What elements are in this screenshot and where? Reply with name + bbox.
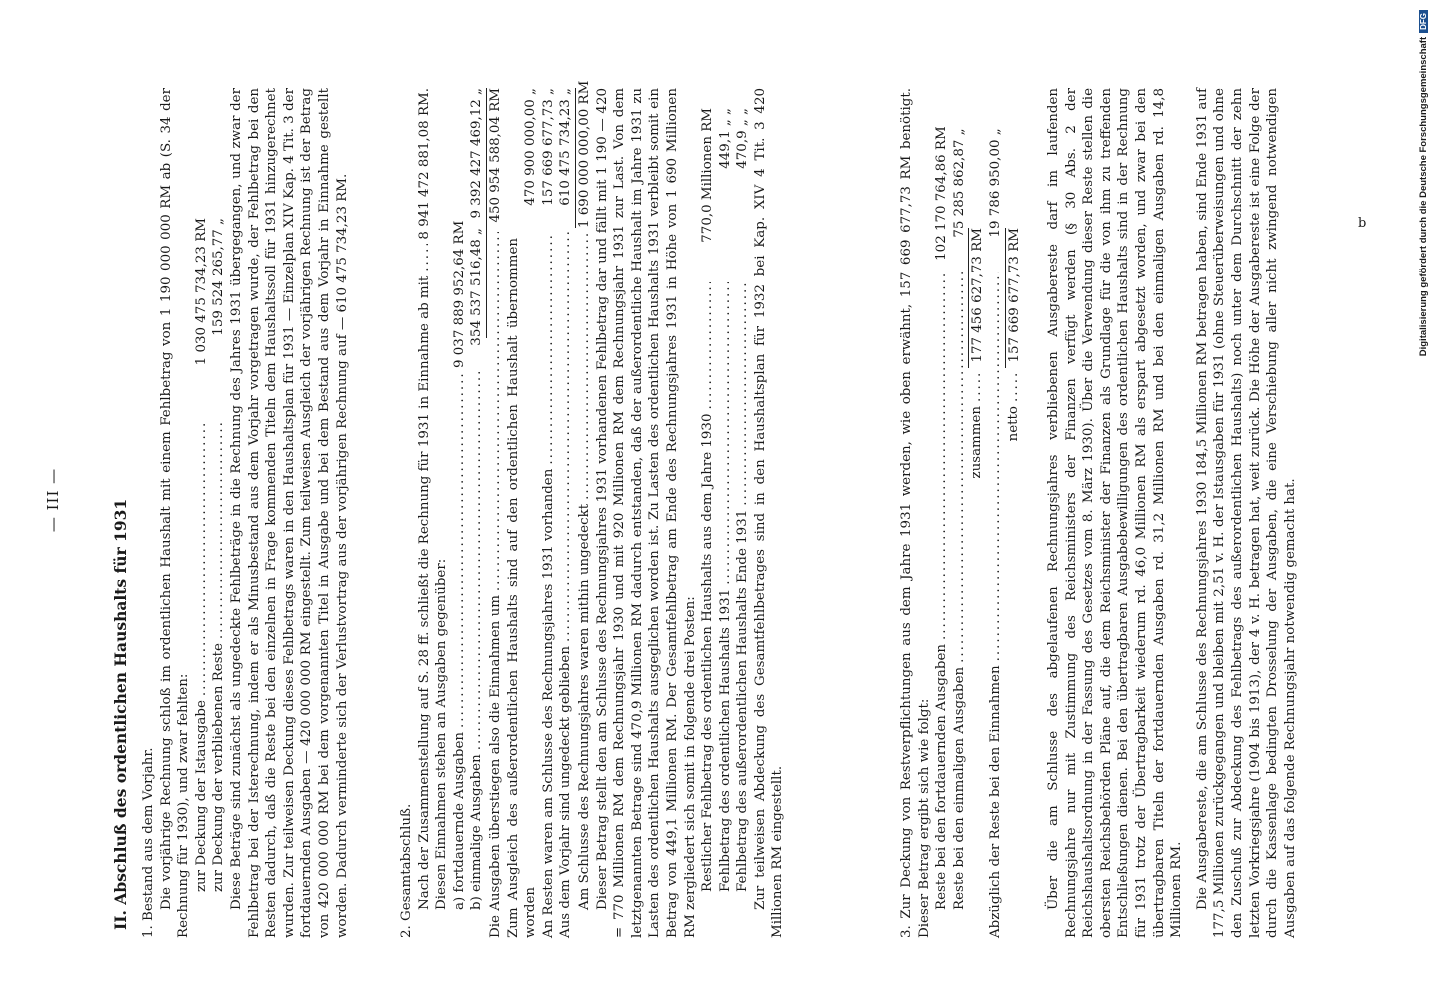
s2-intro-row: Nach der Zusammenstellung auf S. 28 ff. schließt die Rechnung für 1931 in Einnahme ab mit ..... 8 941 472 881,08 RM. [416, 88, 434, 938]
page-number: — III — [44, 467, 62, 533]
section-3 [898, 88, 1023, 938]
s3-row-abzueglich: Abzüglich der Reste bei den Einnahmen ..... 19 786 950,00 „ [987, 88, 1005, 938]
section-1-paragraph: Diese Beträge sind zunächst als ungedeckte Fehlbeträge in die Rechnung des Jahres 1931 übergegangen, und zwar der Fehlbetrag bei der Isterechnung, indem er als Minusbestand aus dem Vorjahr vorgetragen wurde, der Fehlbetrag bei den Resten dadurch, daß die Reste bei den einzelnen in Frage kommenden Titeln dem Haushaltssoll für 1931 hinzugerechnet wurden. Zur teilweisen Deckung dieses Fehlbetrags waren in den Haushaltsplan für 1931 — Einzelplan XIV Kap. 4 Tit. 3 der fortdauernden Ausgaben — 420 000 000 RM eingestellt. Zum teilweisen Ausgleich der vorjährigen Rechnung ist der Betrag von 420 000 000 RM bei dem vorgenannten Titel in Ausgabe und bei dem Bestand aus dem Vorjahr in Einnahme gestellt worden. Dadurch verminderte sich der Verlustvortrag aus der vorjährigen Rechnung auf — 610 475 734,23 RM. [228, 88, 350, 938]
s2-posten-3: Fehlbetrag des außerordentlichen Haushalts Ende 1931 ..... 470,9 „ „ [734, 88, 752, 938]
s2-row-vorjahr: Aus dem Vorjahr sind ungedeckt geblieben ..... 610 475 734,23 „ [557, 88, 575, 938]
s3-row-einmalig: Reste bei den einmaligen Ausgaben ..... 75 285 862,87 „ [951, 88, 969, 938]
section-2-title: 2. Gesamtabschluß. [399, 803, 414, 938]
s3-row-netto: netto ..... 157 669 677,73 RM [1005, 88, 1024, 938]
s2-closing: Zur teilweisen Abdeckung des Gesamtfehlbetrages sind in den Haushaltsplan für 1932 bei Kap. XIV 4 Tit. 3 420 Millionen RM eingestellt. [752, 88, 786, 938]
section-3-text [1045, 88, 1299, 938]
s2-row-ungedeckt: Am Schlusse des Rechnungsjahres waren mithin ungedeckt ..... 1 690 000 000,00 RM [576, 88, 594, 938]
section-heading: II. Abschluß des ordentlichen Haushalts für 1931 [111, 498, 130, 930]
s3-paragraph-2: Die Ausgabereste, die am Schlusse des Rechnungsjahres 1930 184,5 Millionen RM betragen haben, sind Ende 1931 auf 177,5 Millionen zurückgegangen und bleiben mit 2,51 v. H. der Istausgaben für 1931 (ohne Steuerüberweisungen und ohne den Zuschuß zur Abdeckung des Fehlbetrags des außerordentlichen Haushalts) noch unter dem Durchschnitt der zehn letzten Vorkriegsjahre (1904 bis 1913), der 4 v. H. betragen hat, weit zurück. Die Höhe der Ausgabereste ist eine Folge der durch die Kassenlage bedingten Drosselung der Ausgaben, die eine Verschiebung aller nicht zwingend notwendigen Ausgaben auf das folgende Rechnungsjahr notwendig gemacht hat. [1194, 88, 1298, 938]
s3-row-zusammen: zusammen ..... 177 456 627,73 RM [968, 88, 987, 938]
section-1 [140, 88, 351, 938]
section-3-title: 3. Zur Deckung von Restverpflichtungen aus dem Jahre 1931 werden, wie oben erwähnt, 157 669 677,73 RM benötigt. Dieser Betrag ergibt sich wie folgt: [899, 88, 932, 938]
footer-text: Digitalisierung gefördert durch die Deutsche Forschungsgemeinschaft [1418, 36, 1429, 357]
section-1-intro: Die vorjährige Rechnung schloß im ordentlichen Haushalt mit einem Fehlbetrag von 1 190 000 000 RM ab (S. 34 der Rechnung für 1930), und zwar fehlten: [158, 88, 192, 938]
s3-paragraph-1: Über die am Schlusse des abgelaufenen Rechnungsjahres verbliebenen Ausgabereste darf im laufenden Rechnungsjahre nur mit Zustimmung des Reichsministers der Finanzen verfügt werden (§ 30 Abs. 2 der Reichshaushaltsordnung in der Fassung des Gesetzes vom 8. März 1930). Über die Verwendung dieser Reste stellen die obersten Reichsbehörden Pläne auf, die dem Reichsminister der Finanzen als Grundlage für die von ihm zu treffenden Entschließungen dienen. Bei den übertragbaren Ausgabebewilligungen des ordentlichen Haushalts sind in der Rechnung für 1931 trotz der Übertragbarkeit wiederum rd. 46,0 Millionen RM als erspart abgesetzt worden, und zwar bei den übertragbaren Titeln der fortdauernden Ausgaben rd. 31,2 Millionen RM und bei den einmaligen Ausgaben rd. 14,8 Millionen RM. [1046, 88, 1185, 938]
s2-posten-1: Restlicher Fehlbetrag des ordentlichen Haushalts aus dem Jahre 1930 ..... 770,0 Millionen RM [699, 88, 717, 938]
footer-credit [1418, 0, 1432, 1000]
s2-row-ueberstiegen: Die Ausgaben überstiegen also die Einnahmen um ..... 450 954 588,04 RM [487, 88, 505, 938]
section-2 [398, 80, 787, 938]
s2-posten-2: Fehlbetrag des ordentlichen Haushalts 1931 ..... 449,1 „ „ [717, 88, 735, 938]
signature-mark: b [1358, 216, 1367, 231]
s2-gegenueber: Diesen Einnahmen stehen an Ausgaben gegenüber: [434, 558, 450, 910]
s2-row-a: a) fortdauernde Ausgaben ..... 9 037 889 952,64 RM [451, 88, 469, 938]
s3-row-fortdauernd: Reste bei den fortdauernden Ausgaben ..... 102 170 764,86 RM [933, 88, 951, 938]
s1-row-istausgabe: zur Deckung der Istausgabe ..... 1 030 475 734,23 RM [193, 88, 211, 938]
dfg-logo: DFG [1419, 10, 1428, 33]
section-1-title: 1. Bestand aus dem Vorjahr. [141, 747, 156, 938]
s2-paragraph: Dieser Betrag stellt den am Schlusse des Rechnungsjahres 1931 vorhandenen Fehlbetrag dar und fällt mit 1 190 — 420 = 770 Millionen RM dem Rechnungsjahr 1930 und mit 920 Millionen RM dem Rechnungsjahr 1931 zur Last. Von dem letztgenannten Betrage sind 470,9 Millionen RM dadurch entstanden, daß der außerordentliche Haushalt im Jahre 1931 zu Lasten des ordentlichen Haushalts ausgeglichen worden ist. Zu Lasten des ordentlichen Haushalts 1931 verbleibt somit ein Betrag von 449,1 Millionen RM. Der Gesamtfehlbetrag am Ende des Rechnungsjahres 1931 in Höhe von 1 690 Millionen RM zergliedert sich somit in folgende drei Posten: [594, 88, 698, 938]
s1-row-reste: zur Deckung der verbliebenen Reste ..... 159 524 265,77 „ [210, 88, 228, 938]
footer-strip [1418, 0, 1432, 1000]
s2-row-reste: An Resten waren am Schlusse des Rechnungsjahres 1931 vorhanden ..... 157 669 677,73 „ [540, 88, 558, 938]
s2-row-b: b) einmalige Ausgaben ..... 354 537 516,48 „ 9 392 427 469,12 „ [468, 88, 486, 938]
s2-row-ausgleich: Zum Ausgleich des außerordentlichen Haushalts sind auf den ordentlichen Haushalt übernommen worden 470 900 000,00 „ [505, 88, 539, 938]
